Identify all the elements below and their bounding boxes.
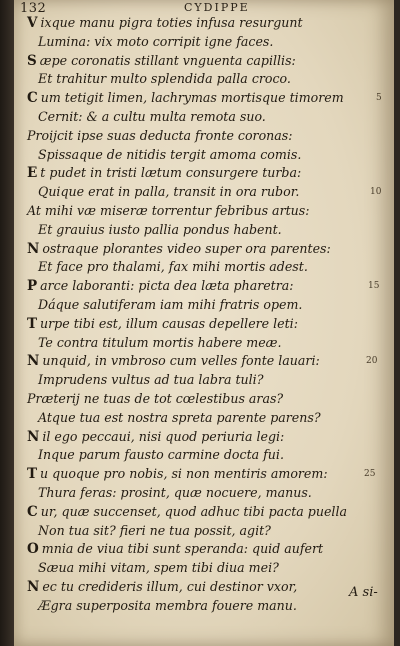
verse-line: [14, 352, 374, 371]
verse-line: [14, 202, 374, 221]
verse-line: [14, 127, 374, 146]
verse-line: [14, 428, 374, 447]
verse-line: [14, 296, 374, 315]
verse-line: [14, 221, 374, 240]
verse-text: Præterij ne tuas de tot cœlestibus aras?: [27, 390, 284, 406]
verse-line: [14, 14, 374, 33]
page-number: 132: [20, 1, 47, 16]
verse-line: [14, 559, 374, 578]
verse-line: [14, 503, 374, 522]
verse-initial: N: [27, 428, 40, 445]
verse-text: Dáque salutiferam iam mihi fratris opem.: [38, 296, 303, 312]
margin-line-number: 5: [376, 93, 382, 104]
margin-line-number: 15: [368, 281, 380, 292]
verse-text: il ego peccaui, nisi quod periuria legi:: [42, 428, 285, 444]
verse-line: [14, 164, 374, 183]
verse-line: [14, 183, 374, 202]
verse-text: urpe tibi est, illum causas depellere leti:: [40, 315, 298, 331]
margin-line-number: 20: [366, 356, 378, 367]
margin-line-number: 10: [370, 187, 382, 198]
verse-text: At mihi væ miseræ torrentur febribus artus:: [27, 202, 310, 218]
verse-text: Non tua sit? fieri ne tua possit, agit?: [38, 522, 271, 538]
verse-text: Quique erat in palla, transit in ora rubor.: [38, 184, 300, 200]
verse-line: [14, 146, 374, 165]
verse-text: mnia de viua tibi sunt speranda: quid aufert: [41, 541, 324, 557]
verse-text: Lumina: vix moto corripit igne faces.: [38, 33, 274, 49]
verse-text: t pudet in tristi lætum consurgere turba:: [40, 165, 302, 181]
verse-text: Et grauius iusto pallia pondus habent.: [38, 221, 282, 237]
verse-text: ec tu credideris illum, cui destinor vxor,: [42, 578, 298, 594]
verse-text: Ægra superposita membra fouere manu.: [38, 597, 297, 613]
verse-text: Cernit: & a cultu multa remota suo.: [38, 108, 266, 124]
verse-line: [14, 277, 374, 296]
verse-text: Atque tua est nostra spreta parente parens?: [38, 409, 321, 425]
running-head: CYDIPPE: [184, 1, 250, 14]
verse-initial: O: [27, 541, 39, 558]
verse-line: [14, 597, 374, 616]
verse-line: [14, 409, 374, 428]
book-page: [14, 0, 394, 646]
verse-text-block: [14, 14, 374, 616]
verse-initial: N: [27, 240, 40, 257]
verse-text: ur, quæ succenset, quod adhuc tibi pacta puella: [40, 503, 347, 519]
verse-line: [14, 240, 374, 259]
verse-initial: S: [27, 52, 37, 69]
verse-line: [14, 334, 374, 353]
verse-text: Et face pro thalami, fax mihi mortis adest.: [38, 259, 308, 275]
verse-line: [14, 522, 374, 541]
verse-line: [14, 446, 374, 465]
verse-text: Thura feras: prosint, quæ nocuere, manus.: [38, 484, 312, 500]
verse-line: [14, 371, 374, 390]
verse-initial: C: [27, 503, 38, 520]
verse-line: [14, 108, 374, 127]
verse-line: [14, 70, 374, 89]
verse-text: Proijcit ipse suas deducta fronte coronas:: [27, 127, 293, 143]
verse-line: [14, 33, 374, 52]
verse-line: [14, 540, 374, 559]
verse-text: ostraque plorantes video super ora parentes:: [42, 240, 331, 256]
verse-initial: C: [27, 90, 38, 107]
verse-initial: T: [27, 466, 38, 483]
verse-text: Et trahitur multo splendida palla croco.: [38, 71, 291, 87]
verse-line: [14, 465, 374, 484]
verse-text: æpe coronatis stillant vnguenta capillis:: [39, 52, 296, 68]
verse-initial: V: [27, 15, 38, 31]
verse-initial: E: [27, 165, 38, 182]
verse-text: Inque parum fausto carmine docta fui.: [38, 447, 284, 463]
verse-initial: N: [27, 353, 40, 370]
verse-text: arce laboranti: picta dea læta pharetra:: [40, 278, 294, 294]
verse-initial: N: [27, 578, 40, 595]
verse-line: [14, 484, 374, 503]
verse-line: [14, 89, 374, 108]
verse-text: ixque manu pigra toties infusa resurgunt: [40, 15, 303, 30]
verse-text: Sæua mihi vitam, spem tibi diua mei?: [38, 560, 279, 576]
verse-line: [14, 258, 374, 277]
verse-text: u quoque pro nobis, si non mentiris amorem:: [40, 466, 328, 482]
verse-line: [14, 578, 374, 597]
verse-line: [14, 52, 374, 71]
verse-text: Spissaque de nitidis tergit amoma comis.: [38, 146, 302, 162]
verse-line: [14, 390, 374, 409]
verse-initial: T: [27, 315, 38, 332]
verse-text: unquid, in vmbroso cum velles fonte lauari:: [42, 353, 320, 369]
catchword: A si-: [349, 585, 378, 600]
verse-line: [14, 315, 374, 334]
verse-text: Imprudens vultus ad tua labra tuli?: [38, 372, 264, 388]
margin-line-number: 25: [364, 469, 376, 480]
verse-initial: P: [27, 278, 38, 295]
verse-text: um tetigit limen, lachrymas mortisque timorem: [40, 90, 344, 106]
page-gutter-shadow: [0, 0, 14, 646]
verse-text: Te contra titulum mortis habere meæ.: [38, 334, 282, 350]
